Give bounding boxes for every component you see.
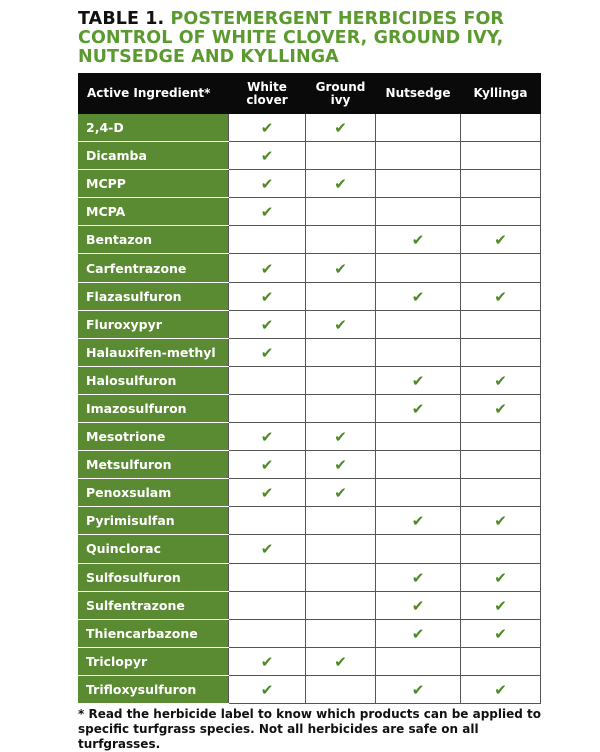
footnote: * Read the herbicide label to know which products can be applied to specific turfgrass species. Not all herbicides are safe on all turfgrasses.: [78, 707, 542, 751]
cell-kyllinga: [461, 451, 541, 479]
cell-nutsedge: [376, 451, 461, 479]
table-row: [79, 366, 541, 394]
active-ingredient-cell: Triclopyr: [79, 647, 229, 675]
checkmark-icon: ✔: [334, 175, 347, 194]
checkmark-icon: ✔: [260, 680, 274, 699]
cell-white-clover: [229, 563, 306, 591]
cell-ground-ivy: [306, 675, 376, 703]
cell-ground-ivy: [306, 226, 376, 254]
checkmark-icon: ✔: [260, 484, 274, 503]
cell-ground-ivy: [306, 394, 376, 422]
table-row: [79, 423, 541, 451]
active-ingredient-cell: Fluroxypyr: [79, 310, 229, 338]
column-header-active-ingredient: Active Ingredient*: [79, 74, 229, 114]
cell-ground-ivy: [306, 282, 376, 310]
cell-nutsedge: [376, 310, 461, 338]
active-ingredient-cell: 2,4-D: [79, 114, 229, 142]
cell-nutsedge: [376, 114, 461, 142]
table-row: [79, 451, 541, 479]
cell-white-clover: [229, 394, 306, 422]
table-row: [79, 591, 541, 619]
cell-kyllinga: [461, 507, 541, 535]
cell-ground-ivy: [306, 591, 376, 619]
cell-nutsedge: [376, 423, 461, 451]
cell-nutsedge: [376, 647, 461, 675]
checkmark-icon: ✔: [494, 399, 507, 418]
cell-kyllinga: [461, 423, 541, 451]
cell-ground-ivy: [306, 142, 376, 170]
cell-ground-ivy: [306, 114, 376, 142]
checkmark-icon: ✔: [494, 512, 507, 531]
table-title: [78, 10, 548, 67]
cell-nutsedge: [376, 591, 461, 619]
cell-nutsedge: [376, 479, 461, 507]
cell-nutsedge: [376, 507, 461, 535]
checkmark-icon: ✔: [334, 652, 347, 671]
cell-white-clover: [229, 338, 306, 366]
table-body: [79, 114, 541, 704]
table-row: [79, 394, 541, 422]
cell-ground-ivy: [306, 338, 376, 366]
cell-nutsedge: [376, 619, 461, 647]
checkmark-icon: ✔: [260, 315, 274, 334]
cell-kyllinga: [461, 226, 541, 254]
cell-white-clover: [229, 310, 306, 338]
cell-ground-ivy: [306, 647, 376, 675]
active-ingredient-cell: Sulfentrazone: [79, 591, 229, 619]
cell-white-clover: [229, 591, 306, 619]
cell-kyllinga: [461, 338, 541, 366]
cell-white-clover: [229, 226, 306, 254]
cell-nutsedge: [376, 675, 461, 703]
cell-ground-ivy: [306, 423, 376, 451]
cell-kyllinga: [461, 142, 541, 170]
cell-nutsedge: [376, 142, 461, 170]
cell-kyllinga: [461, 310, 541, 338]
active-ingredient-cell: Penoxsulam: [79, 479, 229, 507]
cell-kyllinga: [461, 198, 541, 226]
cell-white-clover: [229, 535, 306, 563]
cell-kyllinga: [461, 170, 541, 198]
table-row: [79, 563, 541, 591]
active-ingredient-cell: Imazosulfuron: [79, 394, 229, 422]
cell-nutsedge: [376, 198, 461, 226]
table-row: [79, 647, 541, 675]
checkmark-icon: ✔: [494, 371, 507, 390]
checkmark-icon: ✔: [411, 287, 425, 306]
cell-white-clover: [229, 170, 306, 198]
cell-nutsedge: [376, 535, 461, 563]
cell-kyllinga: [461, 479, 541, 507]
cell-white-clover: [229, 254, 306, 282]
checkmark-icon: ✔: [411, 624, 425, 643]
table-row: [79, 675, 541, 703]
cell-kyllinga: [461, 535, 541, 563]
cell-white-clover: [229, 282, 306, 310]
column-header-kyllinga: Kyllinga: [461, 74, 541, 114]
checkmark-icon: ✔: [411, 399, 425, 418]
cell-white-clover: [229, 142, 306, 170]
checkmark-icon: ✔: [334, 484, 347, 503]
cell-white-clover: [229, 647, 306, 675]
cell-ground-ivy: [306, 507, 376, 535]
cell-white-clover: [229, 114, 306, 142]
cell-white-clover: [229, 366, 306, 394]
checkmark-icon: ✔: [260, 456, 274, 475]
cell-nutsedge: [376, 394, 461, 422]
cell-kyllinga: [461, 619, 541, 647]
cell-ground-ivy: [306, 310, 376, 338]
checkmark-icon: ✔: [494, 596, 507, 615]
checkmark-icon: ✔: [411, 371, 425, 390]
table-row: [79, 310, 541, 338]
checkmark-icon: ✔: [494, 624, 507, 643]
table-row: [79, 114, 541, 142]
checkmark-icon: ✔: [260, 540, 274, 559]
active-ingredient-cell: Halosulfuron: [79, 366, 229, 394]
header-row: [79, 74, 541, 114]
cell-ground-ivy: [306, 535, 376, 563]
table-row: [79, 254, 541, 282]
cell-white-clover: [229, 479, 306, 507]
table-row: [79, 142, 541, 170]
checkmark-icon: ✔: [334, 259, 347, 278]
table-title-prefix: TABLE 1.: [78, 9, 165, 29]
cell-kyllinga: [461, 647, 541, 675]
checkmark-icon: ✔: [260, 343, 274, 362]
table-row: [79, 170, 541, 198]
checkmark-icon: ✔: [260, 147, 274, 166]
cell-ground-ivy: [306, 254, 376, 282]
cell-white-clover: [229, 451, 306, 479]
checkmark-icon: ✔: [334, 119, 347, 138]
table-title-main: POSTEMERGENT HERBICIDES FOR CONTROL OF WHITE CLOVER, GROUND IVY, NUTSEDGE AND KYLLINGA: [78, 9, 504, 67]
table-row: [79, 282, 541, 310]
cell-kyllinga: [461, 675, 541, 703]
active-ingredient-cell: Sulfosulfuron: [79, 563, 229, 591]
cell-ground-ivy: [306, 563, 376, 591]
active-ingredient-cell: Pyrimisulfan: [79, 507, 229, 535]
table-row: [79, 507, 541, 535]
cell-nutsedge: [376, 170, 461, 198]
checkmark-icon: ✔: [334, 428, 347, 447]
checkmark-icon: ✔: [334, 456, 347, 475]
checkmark-icon: ✔: [411, 596, 425, 615]
active-ingredient-cell: Thiencarbazone: [79, 619, 229, 647]
cell-kyllinga: [461, 591, 541, 619]
cell-nutsedge: [376, 282, 461, 310]
checkmark-icon: ✔: [334, 315, 347, 334]
cell-white-clover: [229, 423, 306, 451]
active-ingredient-cell: MCPP: [79, 170, 229, 198]
checkmark-icon: ✔: [260, 175, 274, 194]
checkmark-icon: ✔: [260, 652, 274, 671]
active-ingredient-cell: Carfentrazone: [79, 254, 229, 282]
active-ingredient-cell: MCPA: [79, 198, 229, 226]
checkmark-icon: ✔: [494, 287, 507, 306]
active-ingredient-cell: Trifloxysulfuron: [79, 675, 229, 703]
cell-nutsedge: [376, 338, 461, 366]
cell-ground-ivy: [306, 366, 376, 394]
checkmark-icon: ✔: [260, 259, 274, 278]
cell-kyllinga: [461, 394, 541, 422]
column-header-white-clover: White clover: [229, 74, 306, 114]
active-ingredient-cell: Quinclorac: [79, 535, 229, 563]
cell-white-clover: [229, 619, 306, 647]
cell-kyllinga: [461, 563, 541, 591]
cell-nutsedge: [376, 563, 461, 591]
active-ingredient-cell: Bentazon: [79, 226, 229, 254]
checkmark-icon: ✔: [411, 680, 425, 699]
checkmark-icon: ✔: [494, 568, 507, 587]
cell-white-clover: [229, 198, 306, 226]
cell-ground-ivy: [306, 451, 376, 479]
checkmark-icon: ✔: [411, 568, 425, 587]
checkmark-icon: ✔: [494, 680, 507, 699]
cell-ground-ivy: [306, 479, 376, 507]
active-ingredient-cell: Halauxifen-methyl: [79, 338, 229, 366]
cell-kyllinga: [461, 282, 541, 310]
active-ingredient-cell: Flazasulfuron: [79, 282, 229, 310]
herbicide-table: [78, 73, 541, 704]
cell-ground-ivy: [306, 170, 376, 198]
checkmark-icon: ✔: [260, 203, 274, 222]
cell-ground-ivy: [306, 619, 376, 647]
active-ingredient-cell: Metsulfuron: [79, 451, 229, 479]
table-row: [79, 226, 541, 254]
cell-nutsedge: [376, 366, 461, 394]
active-ingredient-cell: Dicamba: [79, 142, 229, 170]
table-row: [79, 479, 541, 507]
column-header-nutsedge: Nutsedge: [376, 74, 461, 114]
checkmark-icon: ✔: [411, 512, 425, 531]
checkmark-icon: ✔: [260, 287, 274, 306]
active-ingredient-cell: Mesotrione: [79, 423, 229, 451]
table-row: [79, 338, 541, 366]
checkmark-icon: ✔: [260, 428, 274, 447]
checkmark-icon: ✔: [260, 119, 274, 138]
cell-white-clover: [229, 675, 306, 703]
cell-ground-ivy: [306, 198, 376, 226]
checkmark-icon: ✔: [494, 231, 507, 250]
cell-kyllinga: [461, 114, 541, 142]
column-header-ground-ivy: Ground ivy: [306, 74, 376, 114]
cell-kyllinga: [461, 366, 541, 394]
table-row: [79, 535, 541, 563]
cell-white-clover: [229, 507, 306, 535]
table-row: [79, 198, 541, 226]
checkmark-icon: ✔: [411, 231, 425, 250]
cell-kyllinga: [461, 254, 541, 282]
table-row: [79, 619, 541, 647]
cell-nutsedge: [376, 254, 461, 282]
cell-nutsedge: [376, 226, 461, 254]
